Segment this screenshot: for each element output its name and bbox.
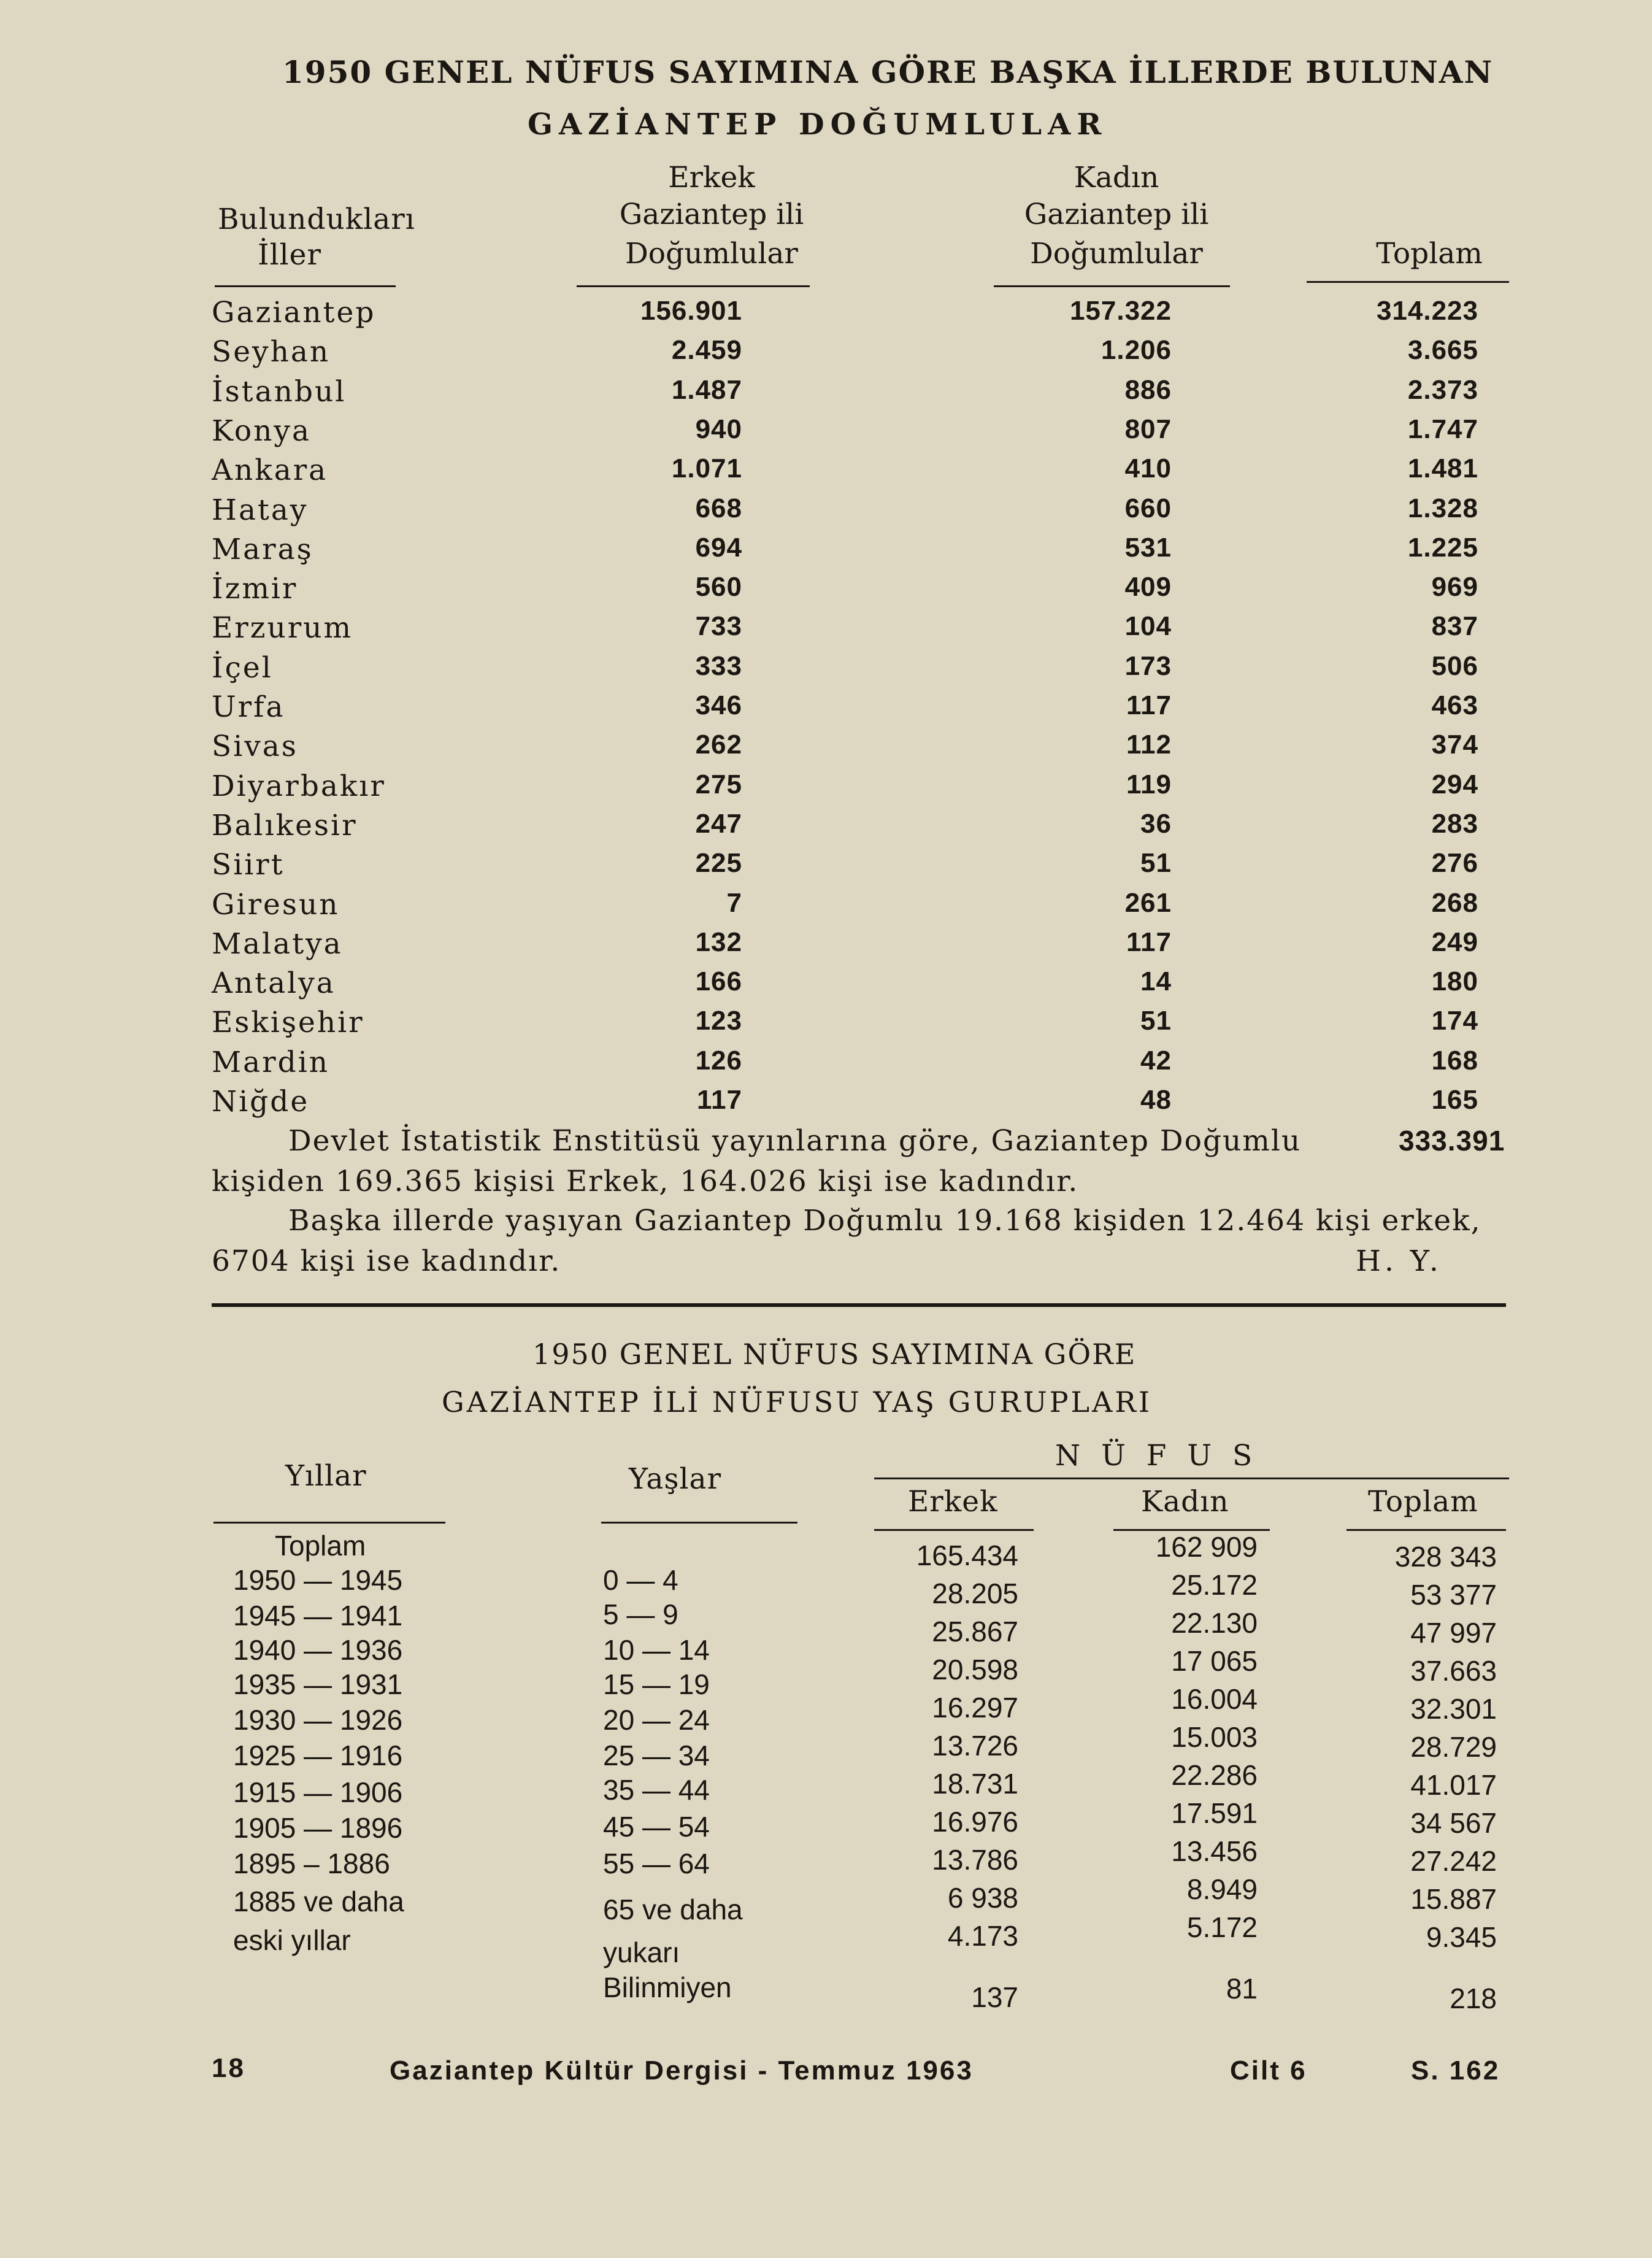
- year-range: 1905 — 1896: [233, 1812, 403, 1844]
- age-group: 20 — 24: [603, 1704, 710, 1736]
- age-male-count: 13.726: [932, 1730, 1018, 1762]
- female-count: 117: [1126, 690, 1172, 720]
- age-total-count: 32.301: [1410, 1693, 1497, 1725]
- total-count: 249: [1431, 927, 1478, 957]
- female-count: 112: [1126, 730, 1172, 760]
- note1-line1: Devlet İstatistik Enstitüsü yayınlarına göre, Gaziantep Doğumlu: [288, 1124, 1302, 1158]
- male-count: 668: [695, 493, 742, 523]
- header-kadin: Kadın: [1074, 161, 1159, 195]
- year-range: Toplam: [275, 1530, 366, 1562]
- footer-issue: S. 162: [1411, 2056, 1500, 2086]
- year-range: eski yıllar: [233, 1924, 351, 1956]
- province-name: Giresun: [212, 887, 340, 922]
- year-range: 1935 — 1931: [233, 1668, 403, 1700]
- province-name: Eskişehir: [212, 1006, 364, 1040]
- header-yaslar: Yaşlar: [629, 1462, 722, 1496]
- age-total-count: 27.242: [1410, 1845, 1497, 1877]
- male-count: 333: [695, 650, 742, 681]
- age-total-count: 9.345: [1426, 1921, 1497, 1953]
- table1-title-line2: GAZİANTEP DOĞUMLULAR: [528, 107, 1108, 142]
- age-group: 25 — 34: [603, 1740, 710, 1771]
- total-count: 276: [1431, 848, 1478, 879]
- age-total-count: 53 377: [1410, 1579, 1497, 1611]
- age-female-count: 15.003: [1171, 1721, 1258, 1753]
- header-gaziantep-ili-female: Gaziantep ili: [1024, 198, 1209, 231]
- header-kadin-2: Kadın: [1141, 1485, 1229, 1519]
- age-total-count: 37.663: [1410, 1655, 1497, 1687]
- province-name: Erzurum: [212, 611, 353, 645]
- age-group: 65 ve daha: [603, 1894, 743, 1925]
- total-count: 969: [1431, 572, 1478, 603]
- male-count: 117: [697, 1085, 742, 1115]
- header-toplam: Toplam: [1376, 237, 1483, 271]
- male-count: 560: [695, 572, 742, 603]
- province-name: Maraş: [212, 532, 313, 566]
- age-female-count: 81: [1226, 1973, 1258, 2005]
- rule-erkek-2: [874, 1529, 1034, 1531]
- age-female-count: 162 909: [1155, 1531, 1258, 1563]
- total-count: 294: [1431, 769, 1478, 800]
- age-female-count: 25.172: [1171, 1569, 1258, 1601]
- male-count: 166: [695, 966, 742, 997]
- section-divider: [212, 1303, 1506, 1307]
- province-name: Mardin: [212, 1045, 330, 1079]
- female-count: 531: [1124, 532, 1172, 563]
- rule-female: [994, 285, 1230, 287]
- male-count: 1.071: [671, 453, 742, 484]
- age-total-count: 41.017: [1410, 1769, 1497, 1801]
- age-female-count: 16.004: [1171, 1683, 1258, 1715]
- year-range: 1895 – 1886: [233, 1848, 390, 1879]
- header-iller: İller: [258, 238, 321, 272]
- age-group: 0 — 4: [603, 1564, 678, 1596]
- province-name: Gaziantep: [212, 296, 376, 329]
- age-female-count: 17.591: [1171, 1797, 1258, 1829]
- male-count: 275: [695, 769, 742, 800]
- female-count: 173: [1124, 650, 1172, 681]
- header-erkek-2: Erkek: [908, 1485, 998, 1519]
- rule-yaslar: [601, 1522, 797, 1524]
- header-dogumlular-female: Doğumlular: [1030, 237, 1203, 271]
- age-total-count: 34 567: [1410, 1807, 1497, 1839]
- female-count: 807: [1124, 414, 1172, 444]
- female-count: 660: [1124, 493, 1172, 523]
- age-total-count: 218: [1450, 1982, 1497, 2014]
- total-count: 2.373: [1407, 374, 1478, 405]
- province-name: İçel: [212, 650, 273, 685]
- rule-toplam-2: [1347, 1529, 1506, 1531]
- province-name: İstanbul: [212, 374, 347, 409]
- province-name: Seyhan: [212, 335, 331, 369]
- total-count: 374: [1431, 730, 1478, 760]
- total-count: 3.665: [1407, 335, 1478, 366]
- male-count: 7: [726, 887, 742, 918]
- province-name: Balıkesir: [212, 808, 358, 842]
- province-name: Diyarbakır: [212, 769, 386, 803]
- province-name: Antalya: [212, 966, 336, 1001]
- total-count: 1.747: [1407, 414, 1478, 444]
- age-female-count: 22.286: [1171, 1759, 1258, 1791]
- female-count: 119: [1126, 769, 1172, 800]
- header-erkek: Erkek: [668, 161, 755, 195]
- female-count: 886: [1124, 374, 1172, 405]
- male-count: 156.901: [640, 296, 742, 326]
- year-range: 1940 — 1936: [233, 1634, 403, 1666]
- age-male-count: 16.976: [932, 1806, 1018, 1838]
- age-male-count: 25.867: [932, 1616, 1018, 1647]
- age-female-count: 8.949: [1186, 1873, 1258, 1905]
- year-range: 1950 — 1945: [233, 1564, 403, 1596]
- table2-title-line1: 1950 GENEL NÜFUS SAYIMINA GÖRE: [532, 1338, 1137, 1371]
- age-male-count: 28.205: [932, 1578, 1018, 1609]
- age-total-count: 47 997: [1410, 1617, 1497, 1649]
- footer-cilt: Cilt 6: [1230, 2056, 1307, 2086]
- year-range: 1925 — 1916: [233, 1740, 403, 1771]
- total-count: 1.328: [1407, 493, 1478, 523]
- header-nufus: NÜFUS: [1055, 1439, 1274, 1473]
- age-male-count: 18.731: [932, 1768, 1018, 1800]
- age-group: 15 — 19: [603, 1668, 710, 1700]
- age-female-count: 17 065: [1171, 1645, 1258, 1677]
- male-count: 247: [695, 808, 742, 839]
- age-group: 5 — 9: [603, 1598, 678, 1630]
- male-count: 940: [695, 414, 742, 444]
- female-count: 157.322: [1069, 296, 1172, 326]
- header-dogumlular-male: Doğumlular: [625, 237, 798, 271]
- female-count: 261: [1124, 887, 1172, 918]
- age-male-count: 4.173: [947, 1920, 1018, 1952]
- male-count: 126: [695, 1045, 742, 1076]
- footer-page-number: 18: [212, 2053, 245, 2083]
- age-male-count: 13.786: [932, 1844, 1018, 1876]
- province-name: Sivas: [212, 730, 298, 764]
- age-group: Bilinmiyen: [603, 1971, 732, 2003]
- age-male-count: 20.598: [932, 1654, 1018, 1686]
- total-count: 174: [1431, 1006, 1478, 1036]
- total-count: 314.223: [1376, 296, 1478, 326]
- province-name: Hatay: [212, 493, 309, 527]
- year-range: 1915 — 1906: [233, 1776, 403, 1808]
- year-range: 1945 — 1941: [233, 1600, 403, 1632]
- age-female-count: 5.172: [1186, 1911, 1258, 1943]
- table2-title-line2: GAZİANTEP İLİ NÜFUSU YAŞ GURUPLARI: [442, 1385, 1153, 1419]
- female-count: 1.206: [1101, 335, 1172, 366]
- note1-number: 333.391: [1399, 1125, 1505, 1157]
- female-count: 410: [1124, 453, 1172, 484]
- female-count: 409: [1124, 572, 1172, 603]
- age-male-count: 137: [971, 1981, 1018, 2013]
- year-range: 1930 — 1926: [233, 1704, 403, 1736]
- age-group: 10 — 14: [603, 1634, 710, 1666]
- male-count: 262: [695, 730, 742, 760]
- province-name: Malatya: [212, 927, 343, 961]
- total-count: 283: [1431, 808, 1478, 839]
- header-toplam-2: Toplam: [1368, 1485, 1478, 1519]
- age-female-count: 13.456: [1171, 1835, 1258, 1867]
- header-yillar: Yıllar: [285, 1459, 367, 1493]
- total-count: 463: [1431, 690, 1478, 720]
- note2-line2: 6704 kişi ise kadındır.: [212, 1244, 561, 1278]
- female-count: 36: [1140, 808, 1172, 839]
- female-count: 48: [1140, 1085, 1172, 1115]
- age-male-count: 165.434: [916, 1539, 1018, 1571]
- age-female-count: 22.130: [1171, 1607, 1258, 1639]
- male-count: 694: [695, 532, 742, 563]
- age-group: 45 — 54: [603, 1811, 710, 1843]
- female-count: 117: [1126, 927, 1172, 957]
- age-group: 55 — 64: [603, 1848, 710, 1879]
- province-name: İzmir: [212, 572, 298, 606]
- note2-line1: Başka illerde yaşıyan Gaziantep Doğumlu 19.168 kişiden 12.464 kişi erkek,: [288, 1204, 1481, 1238]
- province-name: Ankara: [212, 453, 328, 488]
- female-count: 42: [1140, 1045, 1172, 1076]
- total-count: 180: [1431, 966, 1478, 997]
- male-count: 225: [695, 848, 742, 879]
- province-name: Niğde: [212, 1085, 310, 1119]
- table1-title-line1: 1950 GENEL NÜFUS SAYIMINA GÖRE BAŞKA İLLERDE BULUNAN: [282, 54, 1494, 90]
- male-count: 123: [695, 1006, 742, 1036]
- rule-nufus: [874, 1478, 1509, 1479]
- year-range: 1885 ve daha: [233, 1886, 404, 1917]
- female-count: 51: [1140, 848, 1172, 879]
- total-count: 168: [1431, 1045, 1478, 1076]
- province-name: Siirt: [212, 848, 285, 882]
- note-signature: H. Y.: [1356, 1244, 1442, 1278]
- total-count: 506: [1431, 650, 1478, 681]
- footer-journal: Gaziantep Kültür Dergisi - Temmuz 1963: [390, 2056, 974, 2086]
- header-bulunduklari: Bulundukları: [218, 202, 415, 236]
- age-total-count: 28.729: [1410, 1731, 1497, 1763]
- male-count: 2.459: [671, 335, 742, 366]
- rule-male: [577, 285, 810, 287]
- province-name: Konya: [212, 414, 311, 448]
- rule-total: [1307, 281, 1509, 283]
- age-male-count: 6 938: [947, 1882, 1018, 1914]
- male-count: 346: [695, 690, 742, 720]
- total-count: 1.481: [1407, 453, 1478, 484]
- total-count: 268: [1431, 887, 1478, 918]
- male-count: 132: [695, 927, 742, 957]
- total-count: 1.225: [1407, 532, 1478, 563]
- age-group: 35 — 44: [603, 1774, 710, 1806]
- rule-yillar: [213, 1522, 445, 1524]
- rule-place: [215, 285, 396, 287]
- header-gaziantep-ili-male: Gaziantep ili: [619, 198, 804, 231]
- note1-line2: kişiden 169.365 kişisi Erkek, 164.026 kişi ise kadındır.: [212, 1165, 1079, 1198]
- male-count: 733: [695, 611, 742, 642]
- age-group: yukarı: [603, 1936, 680, 1968]
- female-count: 51: [1140, 1006, 1172, 1036]
- female-count: 104: [1124, 611, 1172, 642]
- total-count: 837: [1431, 611, 1478, 642]
- female-count: 14: [1140, 966, 1172, 997]
- age-male-count: 16.297: [932, 1692, 1018, 1724]
- age-total-count: 15.887: [1410, 1883, 1497, 1915]
- province-name: Urfa: [212, 690, 285, 724]
- total-count: 165: [1431, 1085, 1478, 1115]
- male-count: 1.487: [671, 374, 742, 405]
- age-total-count: 328 343: [1394, 1541, 1497, 1573]
